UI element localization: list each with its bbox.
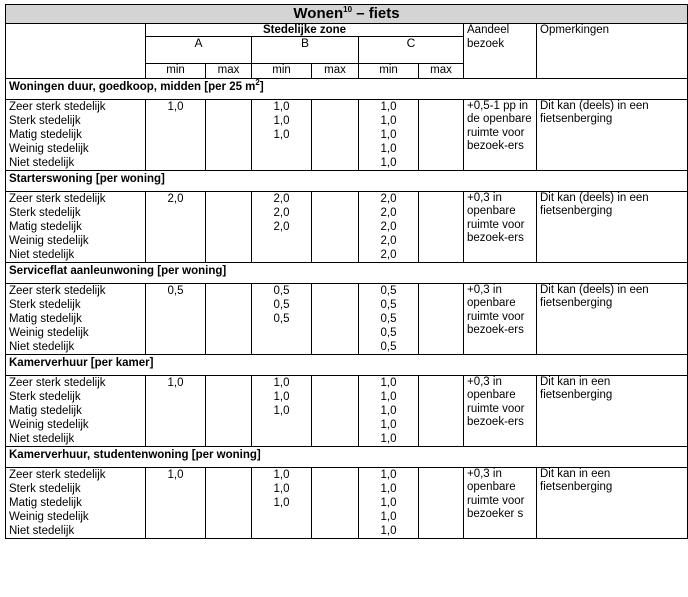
row-label: Niet stedelijk (9, 156, 75, 169)
section-data-row (6, 99, 688, 170)
value-cell: 0,5 (273, 312, 290, 325)
value-cell (149, 432, 202, 446)
zone-a-min-values (146, 99, 206, 170)
opmerking: Dit kan in een fietsenberging (537, 375, 688, 446)
zone-a-max-values (206, 99, 252, 170)
zone-a-min-values (146, 467, 206, 538)
value-cell: 2,0 (273, 220, 290, 233)
value-cell: 1,0 (380, 100, 397, 113)
row-label: Niet stedelijk (9, 340, 75, 353)
value-cell: 2,0 (380, 206, 397, 219)
zone-c-max-values (419, 99, 464, 170)
value-cell: 1,0 (273, 128, 290, 141)
section-heading: Serviceflat aanleunwoning [per woning] (6, 262, 688, 283)
section-data-row (6, 283, 688, 354)
zone-b-min-values (252, 467, 312, 538)
row-label: Zeer sterk stedelijk (9, 376, 106, 389)
value-cell (149, 404, 202, 418)
row-label: Niet stedelijk (9, 524, 75, 537)
zone-b-min-values (252, 191, 312, 262)
value-cell: 1,0 (167, 468, 184, 481)
zone-b-max-values (312, 191, 359, 262)
value-cell: 1,0 (380, 404, 397, 417)
section-heading: Starterswoning [per woning] (6, 170, 688, 191)
zone-a-max-values (206, 283, 252, 354)
zone-b-max-values (312, 283, 359, 354)
value-cell: 1,0 (380, 376, 397, 389)
value-cell: 1,0 (273, 376, 290, 389)
value-cell (149, 128, 202, 142)
section-heading-row (6, 78, 688, 99)
value-cell (149, 220, 202, 234)
value-cell (255, 326, 308, 340)
value-cell (149, 298, 202, 312)
zone-a-min-header: min (146, 64, 206, 79)
row-label: Sterk stedelijk (9, 298, 81, 311)
zone-c-max-header: max (419, 64, 464, 79)
section-heading: Kamerverhuur, studentenwoning [per woning] (6, 446, 688, 467)
section-heading-row (6, 354, 688, 375)
value-cell (255, 234, 308, 248)
row-label: Weinig stedelijk (9, 142, 89, 155)
parking-norms-table (5, 4, 688, 539)
row-labels (6, 375, 146, 446)
section-data-row (6, 191, 688, 262)
row-label: Zeer sterk stedelijk (9, 468, 106, 481)
value-cell (149, 248, 202, 262)
zone-a-min-values (146, 375, 206, 446)
value-cell (149, 510, 202, 524)
value-cell: 1,0 (380, 468, 397, 481)
row-label: Matig stedelijk (9, 496, 82, 509)
value-cell: 0,5 (380, 340, 397, 353)
value-cell: 0,5 (380, 326, 397, 339)
value-cell (255, 142, 308, 156)
value-cell: 1,0 (380, 482, 397, 495)
value-cell: 1,0 (380, 418, 397, 431)
value-cell (149, 156, 202, 170)
value-cell (149, 340, 202, 354)
row-label: Weinig stedelijk (9, 418, 89, 431)
value-cell (149, 206, 202, 220)
section-heading-row (6, 262, 688, 283)
value-cell: 0,5 (380, 298, 397, 311)
value-cell: 2,0 (380, 234, 397, 247)
row-label: Sterk stedelijk (9, 482, 81, 495)
value-cell: 1,0 (273, 114, 290, 127)
value-cell (149, 326, 202, 340)
zone-c-min-values (359, 375, 419, 446)
section-heading: Woningen duur, goedkoop, midden [per 25 $m^2$] (6, 78, 688, 99)
opmerking: Dit kan in een fietsenberging (537, 467, 688, 538)
zone-c-max-values (419, 375, 464, 446)
zone-a-max-values (206, 375, 252, 446)
value-cell: 1,0 (273, 496, 290, 509)
value-cell (149, 234, 202, 248)
zone-c-max-values (419, 467, 464, 538)
row-label: Sterk stedelijk (9, 390, 81, 403)
zone-c-min-values (359, 283, 419, 354)
value-cell: 2,0 (380, 192, 397, 205)
value-cell: 1,0 (273, 482, 290, 495)
zone-c-max-values (419, 283, 464, 354)
value-cell (149, 418, 202, 432)
value-cell: 2,0 (380, 248, 397, 261)
row-label: Weinig stedelijk (9, 234, 89, 247)
opmerking: Dit kan (deels) in een fietsenberging (537, 99, 688, 170)
value-cell (149, 142, 202, 156)
zone-b-min-header: min (252, 64, 312, 79)
zone-c-max-values (419, 191, 464, 262)
value-cell: 1,0 (380, 496, 397, 509)
row-labels (6, 467, 146, 538)
value-cell: 1,0 (167, 376, 184, 389)
row-label: Sterk stedelijk (9, 206, 81, 219)
opmerking: Dit kan (deels) in een fietsenberging (537, 191, 688, 262)
section-heading-row (6, 170, 688, 191)
row-labels (6, 191, 146, 262)
aandeel-header: Aandeel bezoek (464, 24, 537, 79)
value-cell: 0,5 (380, 284, 397, 297)
value-cell (255, 156, 308, 170)
row-label: Zeer sterk stedelijk (9, 192, 106, 205)
value-cell: 0,5 (273, 284, 290, 297)
row-label: Matig stedelijk (9, 312, 82, 325)
row-label: Weinig stedelijk (9, 326, 89, 339)
value-cell (149, 114, 202, 128)
zone-a-header: A (146, 37, 252, 64)
row-label: Weinig stedelijk (9, 510, 89, 523)
zone-a-min-values (146, 283, 206, 354)
section-heading: Kamerverhuur [per kamer] (6, 354, 688, 375)
value-cell: 0,5 (380, 312, 397, 325)
value-cell (255, 510, 308, 524)
value-cell (255, 340, 308, 354)
value-cell: 1,0 (380, 128, 397, 141)
value-cell (255, 248, 308, 262)
row-label: Zeer sterk stedelijk (9, 284, 106, 297)
value-cell: 1,0 (380, 142, 397, 155)
zone-a-min-values (146, 191, 206, 262)
section-heading-row (6, 446, 688, 467)
value-cell: 1,0 (273, 100, 290, 113)
row-label: Sterk stedelijk (9, 114, 81, 127)
row-label: Niet stedelijk (9, 432, 75, 445)
section-data-row (6, 467, 688, 538)
row-label: Zeer sterk stedelijk (9, 100, 106, 113)
value-cell: 1,0 (167, 100, 184, 113)
value-cell (149, 496, 202, 510)
table-title: Wonen$^{10}$ – fiets (6, 5, 688, 24)
value-cell: 2,0 (273, 206, 290, 219)
value-cell (149, 390, 202, 404)
value-cell: 2,0 (273, 192, 290, 205)
zone-b-min-values (252, 283, 312, 354)
section-data-row (6, 375, 688, 446)
aandeel-bezoek: +0,3 in openbare ruimte voor bezoek-ers (464, 375, 537, 446)
zone-c-header: C (359, 37, 464, 64)
row-label: Niet stedelijk (9, 248, 75, 261)
row-label: Matig stedelijk (9, 404, 82, 417)
zone-b-max-header: max (312, 64, 359, 79)
zone-b-min-values (252, 375, 312, 446)
value-cell: 1,0 (380, 390, 397, 403)
value-cell: 1,0 (273, 468, 290, 481)
zone-b-max-values (312, 375, 359, 446)
value-cell: 0,5 (273, 298, 290, 311)
value-cell: 2,0 (167, 192, 184, 205)
zone-header: Stedelijke zone (146, 24, 464, 37)
value-cell (149, 482, 202, 496)
value-cell: 1,0 (380, 524, 397, 537)
row-label: Matig stedelijk (9, 128, 82, 141)
row-labels (6, 99, 146, 170)
aandeel-bezoek: +0,5-1 pp in de openbare ruimte voor bezoek-ers (464, 99, 537, 170)
value-cell: 1,0 (380, 510, 397, 523)
zone-c-min-header: min (359, 64, 419, 79)
value-cell (149, 524, 202, 538)
aandeel-bezoek: +0,3 in openbare ruimte voor bezoek-ers (464, 283, 537, 354)
zone-a-max-values (206, 467, 252, 538)
zone-a-max-values (206, 191, 252, 262)
zone-b-min-values (252, 99, 312, 170)
zone-c-min-values (359, 191, 419, 262)
aandeel-bezoek: +0,3 in openbare ruimte voor bezoeker s (464, 467, 537, 538)
value-cell: 2,0 (380, 220, 397, 233)
value-cell: 1,0 (273, 404, 290, 417)
value-cell: 1,0 (380, 432, 397, 445)
value-cell: 1,0 (273, 390, 290, 403)
zone-c-min-values (359, 99, 419, 170)
zone-c-min-values (359, 467, 419, 538)
zone-b-header: B (252, 37, 359, 64)
value-cell: 1,0 (380, 156, 397, 169)
opmerking: Dit kan (deels) in een fietsenberging (537, 283, 688, 354)
opmerkingen-header: Opmerkingen (537, 24, 688, 79)
zone-b-max-values (312, 99, 359, 170)
value-cell: 0,5 (167, 284, 184, 297)
row-label: Matig stedelijk (9, 220, 82, 233)
corner-cell (6, 24, 146, 79)
zone-a-max-header: max (206, 64, 252, 79)
value-cell (255, 524, 308, 538)
value-cell (149, 312, 202, 326)
row-labels (6, 283, 146, 354)
value-cell (255, 432, 308, 446)
value-cell: 1,0 (380, 114, 397, 127)
zone-b-max-values (312, 467, 359, 538)
aandeel-bezoek: +0,3 in openbare ruimte voor bezoek-ers (464, 191, 537, 262)
value-cell (255, 418, 308, 432)
